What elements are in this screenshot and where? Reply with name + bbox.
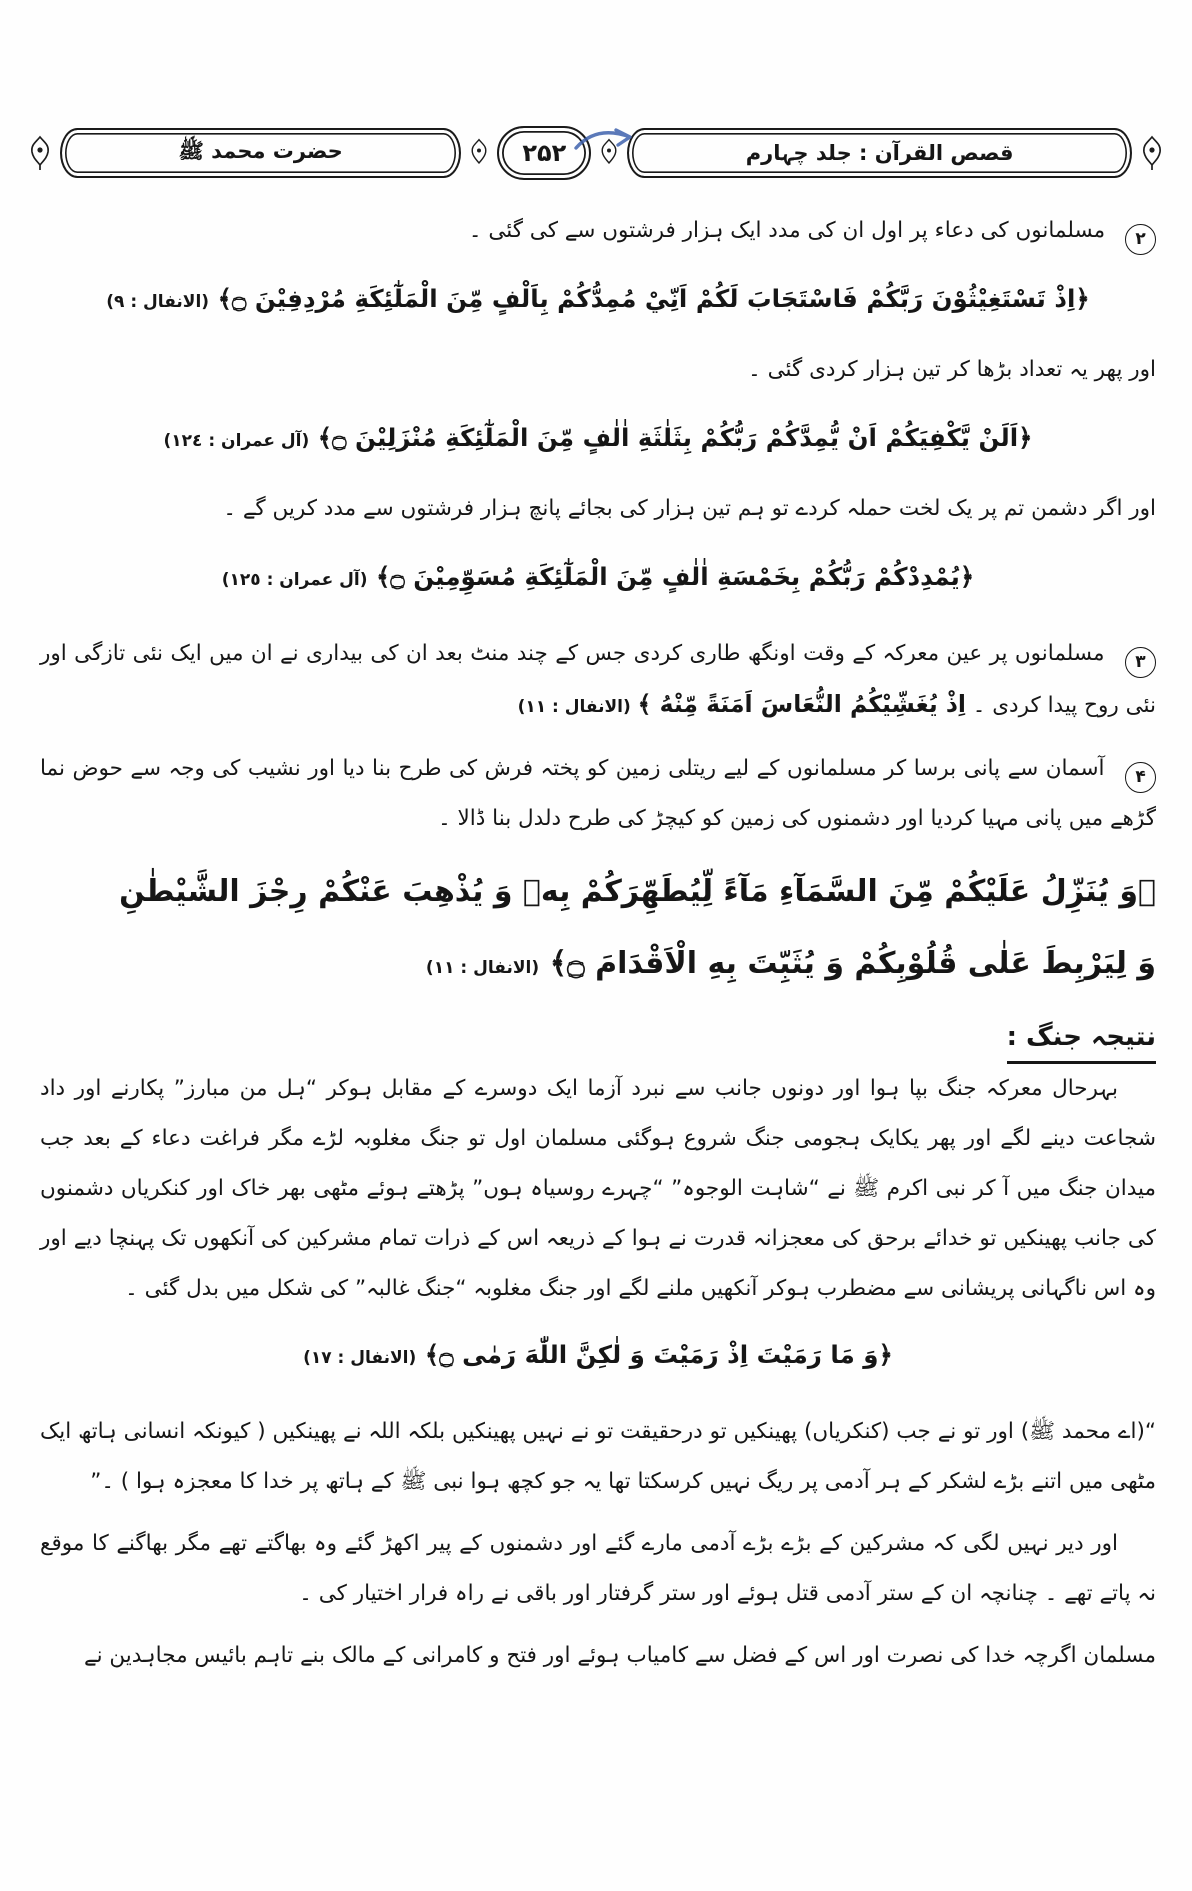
floral-ornament-icon — [469, 138, 489, 168]
point-3-text: مسلمانوں پر عین معرکہ کے وقت اونگھ طاری کردی جس کے چند منٹ بعد ان کی بیداری نے ان میں ایک نئی تازگی اور نئی روح پیدا کردی ۔ — [40, 641, 1156, 718]
translation-paragraph: “(اے محمد ﷺ) اور تو نے جب (کنکریاں) پھینکیں تو درحقیقت تو نے نہیں پھینکیں بلکہ اللہ نے پھینکیں ( کیونکہ انسانی ہاتھ ایک مٹھی میں اتنے بڑے لشکر کے ہر آدمی پر ریگ نہیں کرسکتا تھا یہ جو کچھ ہوا نبی ﷺ کے ہاتھ پر خدا کا معجزہ ہوا ) ۔” — [40, 1419, 1156, 1494]
verse-text: ﴿يُمْدِدْكُمْ رَبُّكُمْ بِخَمْسَةِ اٰلٰفٍ مِّنَ الْمَلٰٓئِكَةِ مُسَوِّمِيْنَ ۝﴾ — [376, 562, 975, 591]
urdu-line-five-thousand: اور اگر دشمن تم پر یک لخت حملہ کردے تو ہم تین ہزار کی بجائے پانچ ہزار فرشتوں سے مدد کریں گے ۔ — [223, 496, 1156, 521]
verse-reference: (الانفال : ١١) — [517, 697, 631, 717]
book-title: حضرت محمد ﷺ — [178, 138, 343, 163]
point-2-text: مسلمانوں کی دعاء پر اول ان کی مدد ایک ہزار فرشتوں سے کی گئی ۔ — [468, 218, 1106, 243]
urdu-line-three-thousand: اور پھر یہ تعداد بڑھا کر تین ہزار کردی گئی ۔ — [748, 357, 1156, 382]
point-3-number: ۳ — [1125, 647, 1156, 678]
point-2-number: ۲ — [1125, 224, 1156, 255]
section-heading-battle-result — [40, 1022, 1156, 1052]
header-book-cartouche — [60, 128, 461, 178]
numbered-point-3 — [40, 629, 1156, 732]
inline-quran-verse: اِذْ يُغَشِّيْكُمُ النُّعَاسَ اَمَنَةً مِّنْهُ ﴾ — [637, 690, 966, 718]
volume-title: قصص القرآن : جلد چہارم — [745, 141, 1014, 165]
point-4-text: آسمان سے پانی برسا کر مسلمانوں کے لیے ریتلی زمین کو پختہ فرش کی طرح بنا دیا اور نشیب کی وجہ سے حوض نما گڑھے میں پانی مہیا کردیا اور دشمنوں کی زمین کو کیچڑ کی طرح دلدل بنا ڈالا ۔ — [40, 756, 1156, 831]
defeat-paragraph: اور دیر نہیں لگی کہ مشرکین کے بڑے بڑے آدمی مارے گئے اور دشمنوں کے پیر اکھڑ گئے وہ بھاگتے تھے مگر بھاگنے کا موقع نہ پاتے تھے ۔ چنانچہ ان کے ستر آدمی قتل ہوئے اور ستر گرفتار اور باقی نے راہ فرار اختیار کی ۔ — [40, 1531, 1156, 1606]
quran-verse-anfal-9 — [40, 276, 1156, 325]
header-volume-cartouche — [627, 128, 1132, 178]
verse-reference: (آل عمران : ١٢٤) — [163, 431, 310, 451]
numbered-point-4 — [40, 744, 1156, 844]
quran-verse-imran-124 — [40, 415, 1156, 464]
blue-pen-mark — [572, 126, 636, 156]
quran-verse-anfal-11 — [40, 856, 1156, 1004]
verse-text: ﴿وَ يُنَزِّلُ عَلَيْكُمْ مِّنَ السَّمَآءِ مَآءً لِّيُطَهِّرَكُمْ بِهٖ وَ يُذْهِبَ عَنْكُمْ رِجْزَ الشَّيْطٰنِ وَ لِيَرْبِطَ عَلٰى قُلُوْبِكُمْ وَ يُثَبِّتَ بِهِ الْاَقْدَامَ ۝﴾ — [119, 874, 1156, 981]
page-number: ۲۵۲ — [522, 139, 567, 167]
verse-reference: (آل عمران : ١٢٥) — [221, 570, 368, 590]
point-4-number: ۴ — [1125, 762, 1156, 793]
verse-text: ﴿اَلَنْ يَّكْفِيَكُمْ اَنْ يُّمِدَّكُمْ رَبُّكُمْ بِثَلٰثَةِ اٰلٰفٍ مِّنَ الْمَلٰٓئِكَةِ مُنْزَلِيْنَ ۝﴾ — [317, 423, 1033, 452]
verse-reference: (الانفال : ١١) — [425, 958, 540, 978]
numbered-point-2 — [40, 206, 1156, 256]
verse-reference: (الانفال : ١٧) — [303, 1348, 417, 1368]
battle-paragraph: بہرحال معرکہ جنگ بپا ہوا اور دونوں جانب سے نبرد آزما ایک دوسرے کے مقابل ہوکر “ہل من مبارز” پکارنے اور داد شجاعت دینے لگے اور پھر یکایک ہجومی جنگ شروع ہوگئی مسلمان اول تو جنگ مغلوبہ لڑے مگر فراغت دعاء کے بعد جب میدان جنگ میں آ کر نبی اکرم ﷺ نے “شاہت الوجوہ” “چہرے روسیاہ ہوں” پڑھتے ہوئے مٹھی بھر خاک اور کنکریاں دشمنوں کی جانب پھینکیں تو خدائے برحق کی معجزانہ قدرت نے ہوا کے ذریعہ اس کے ذرات تمام مشرکین کی آنکھوں تک پہنچا دیے اور وہ اس ناگہانی پریشانی سے مضطرب ہوکر آنکھیں ملنے لگے اور جنگ مغلوبہ “جنگ غالبہ” کی شکل میں بدل گئی ۔ — [40, 1076, 1156, 1301]
verse-text: ﴿اِذْ تَسْتَغِيْثُوْنَ رَبَّكُمْ فَاسْتَجَابَ لَكُمْ اَنِّيْ مُمِدُّكُمْ بِاَلْفٍ مِّنَ الْمَلٰٓئِكَةِ مُرْدِفِيْنَ ۝﴾ — [217, 284, 1090, 313]
quran-verse-imran-125 — [40, 554, 1156, 603]
verse-reference: (الانفال : ٩) — [106, 292, 210, 312]
page-body — [40, 206, 1156, 1681]
closing-line: مسلمان اگرچہ خدا کی نصرت اور اس کے فضل سے کامیاب ہوئے اور فتح و کامرانی کے مالک بنے تاہم بائیس مجاہدین نے — [84, 1643, 1156, 1668]
section-heading-text: نتیجہ جنگ : — [1007, 1022, 1156, 1064]
verse-text: ﴿وَ مَا رَمَيْتَ اِذْ رَمَيْتَ وَ لٰكِنَّ اللّٰهَ رَمٰى ۝﴾ — [424, 1340, 893, 1369]
quran-verse-anfal-17 — [40, 1332, 1156, 1381]
floral-ornament-icon — [28, 135, 52, 171]
floral-ornament-icon — [1140, 135, 1164, 171]
